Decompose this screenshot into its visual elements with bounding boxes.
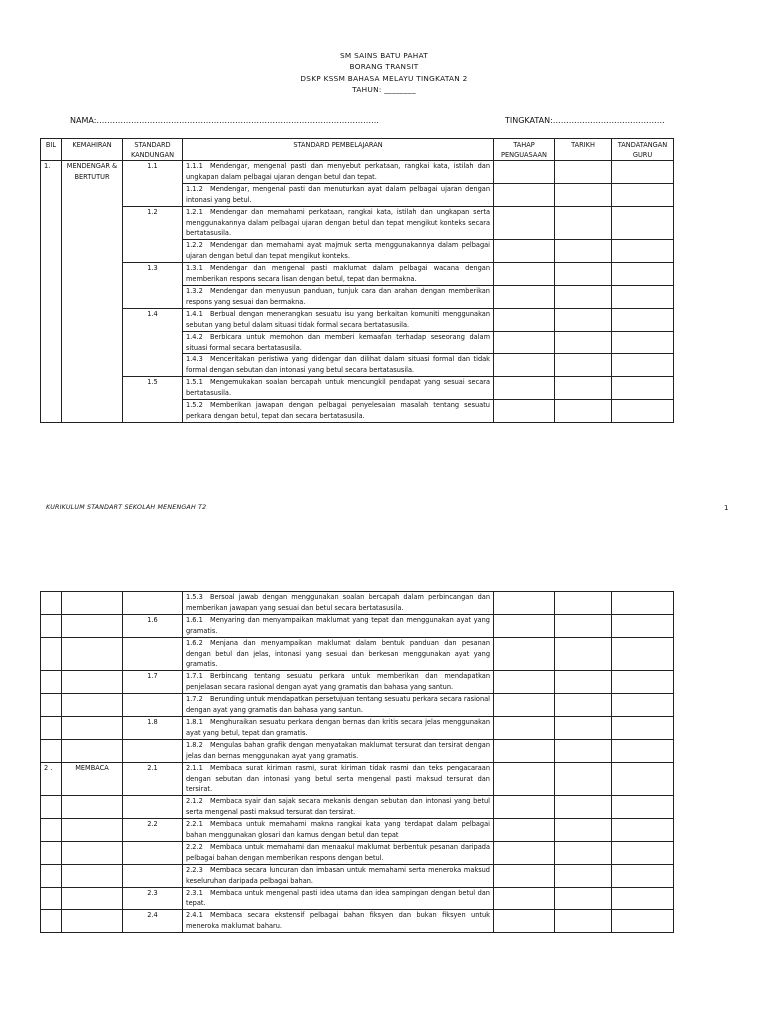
sp-code: 2.1.1 <box>186 763 203 772</box>
tarikh-cell[interactable] <box>555 161 612 184</box>
standard-pembelajaran-cell <box>183 183 494 206</box>
tandatangan-cell[interactable] <box>612 739 674 762</box>
standard-kandungan-cell: 2.2 <box>123 819 183 842</box>
standard-pembelajaran-cell <box>183 637 494 671</box>
school-name: SM SAINS BATU PAHAT <box>339 51 429 60</box>
tarikh-cell[interactable] <box>555 377 612 400</box>
tandatangan-cell[interactable] <box>612 864 674 887</box>
table-row <box>41 377 674 400</box>
tarikh-cell[interactable] <box>555 637 612 671</box>
bil-cell <box>41 592 62 615</box>
standard-kandungan-cell <box>123 796 183 819</box>
tahap-penguasaan-cell[interactable] <box>494 354 555 377</box>
sp-code: 2.2.2 <box>186 842 203 851</box>
tandatangan-cell[interactable] <box>612 354 674 377</box>
sp-code: 1.1.1 <box>186 162 203 170</box>
bil-cell: 2 . <box>41 762 62 796</box>
tahap-penguasaan-cell[interactable] <box>494 331 555 354</box>
bil-cell <box>41 841 62 864</box>
sp-text: Mendengar dan memahami perkataan, rangkai kata, istilah dan ungkapan serta menggunakannya dalam pelbagai ujaran dengan betul dan tepat mengikut konteks secara bertatasusila. <box>186 207 490 238</box>
tahap-penguasaan-cell[interactable] <box>494 285 555 308</box>
sp-code: 1.4.2 <box>186 332 203 341</box>
standard-pembelajaran-cell <box>183 240 494 263</box>
sp-code: 2.2.1 <box>186 820 203 829</box>
sp-text: Mendengar dan mengenal pasti maklumat dalam pelbagai wacana dengan memberikan respons secara lisan dengan betul, tepat dan bermakna. <box>186 264 490 284</box>
sp-text: Menceritakan peristiwa yang didengar dan dilihat dalam situasi formal dan tidak formal dengan sebutan dan intonasi yang betul secara bertatasusila. <box>186 355 490 375</box>
table-row <box>41 762 674 796</box>
standard-kandungan-cell: 1.6 <box>123 614 183 637</box>
column-header-standard-kandungan: STANDARD KANDUNGAN <box>123 139 183 161</box>
column-header-tarikh: TARIKH <box>555 139 612 161</box>
tandatangan-cell[interactable] <box>612 377 674 400</box>
sp-text: Mendengar dan memahami ayat majmuk serta menggunakannya dalam pelbagai ujaran dengan betul dan tepat mengikut konteks. <box>186 241 490 261</box>
standard-kandungan-cell: 2.3 <box>123 887 183 910</box>
standard-pembelajaran-cell <box>183 887 494 910</box>
tarikh-cell[interactable] <box>555 592 612 615</box>
column-header-tahap-penguasaan: TAHAP PENGUASAAN <box>494 139 555 161</box>
table-row <box>41 592 674 615</box>
standard-pembelajaran-cell <box>183 864 494 887</box>
tahap-penguasaan-cell[interactable] <box>494 739 555 762</box>
kemahiran-cell <box>62 637 123 671</box>
tandatangan-cell[interactable] <box>612 263 674 286</box>
tarikh-cell[interactable] <box>555 263 612 286</box>
table-row <box>41 819 674 842</box>
kemahiran-cell <box>62 796 123 819</box>
column-header-bil: BIL <box>41 139 62 161</box>
table-row <box>41 263 674 286</box>
tahap-penguasaan-cell[interactable] <box>494 377 555 400</box>
table-row <box>41 887 674 910</box>
standard-kandungan-cell <box>123 694 183 717</box>
tandatangan-cell[interactable] <box>612 819 674 842</box>
bil-cell <box>41 614 62 637</box>
kemahiran-cell <box>62 614 123 637</box>
footer-text: KURIKULUM STANDART SEKOLAH MENENGAH T2 <box>46 504 207 511</box>
table-row <box>41 161 674 184</box>
standard-kandungan-cell: 1.8 <box>123 716 183 739</box>
sp-code: 1.8.2 <box>186 740 203 749</box>
tarikh-cell[interactable] <box>555 716 612 739</box>
sp-text: Membaca secara ekstensif pelbagai bahan fiksyen dan bukan fiksyen untuk meneroka maklumat baharu. <box>186 911 490 931</box>
tandatangan-cell[interactable] <box>612 762 674 796</box>
standard-pembelajaran-cell <box>183 161 494 184</box>
sp-text: Mengulas bahan grafik dengan menyatakan maklumat tersurat dan tersirat dengan jelas dan bernas menggunakan ayat yang gramatis. <box>186 740 490 760</box>
tahap-penguasaan-cell[interactable] <box>494 183 555 206</box>
name-field[interactable]: NAMA:……………………………………………………………………………………………. <box>70 116 379 125</box>
page-2 <box>0 540 768 1024</box>
standard-pembelajaran-cell <box>183 308 494 331</box>
sp-text: Membaca secara luncuran dan imbasan untuk memahami serta meneroka maksud keseluruhan daripada pelbagai bahan. <box>186 865 490 885</box>
sp-code: 1.1.2 <box>186 184 203 193</box>
standard-pembelajaran-cell <box>183 716 494 739</box>
table-row <box>41 796 674 819</box>
standard-kandungan-cell: 1.2 <box>123 206 183 263</box>
tahap-penguasaan-cell[interactable] <box>494 206 555 240</box>
tarikh-cell[interactable] <box>555 887 612 910</box>
tarikh-cell[interactable] <box>555 308 612 331</box>
sp-text: Berunding untuk mendapatkan persetujuan tentang sesuatu perkara secara rasional dengan ayat yang gramatis dan bahasa yang santun. <box>186 695 490 715</box>
tarikh-cell[interactable] <box>555 819 612 842</box>
tandatangan-cell[interactable] <box>612 400 674 423</box>
standard-kandungan-cell: 1.1 <box>123 161 183 207</box>
sp-code: 1.4.1 <box>186 309 203 318</box>
sp-text: Berbincang tentang sesuatu perkara untuk memberikan dan mendapatkan penjelasan secara rasional dengan ayat yang gramatis dan bahasa yang santun. <box>186 672 490 692</box>
tarikh-cell[interactable] <box>555 183 612 206</box>
sp-text: Menjana dan menyampaikan maklumat dalam bentuk panduan dan pesanan dengan betul dan jelas, intonasi yang sesuai dan berkesan menggunakan ayat yang gramatis. <box>186 638 490 669</box>
standard-pembelajaran-cell <box>183 206 494 240</box>
standard-pembelajaran-cell <box>183 592 494 615</box>
tahap-penguasaan-cell[interactable] <box>494 240 555 263</box>
standard-pembelajaran-cell <box>183 739 494 762</box>
bil-cell <box>41 910 62 933</box>
standard-pembelajaran-cell <box>183 377 494 400</box>
sp-code: 1.2.1 <box>186 207 203 216</box>
standard-kandungan-cell: 1.3 <box>123 263 183 309</box>
standard-kandungan-cell: 2.4 <box>123 910 183 933</box>
sp-code: 1.5.3 <box>186 593 203 601</box>
standard-kandungan-cell <box>123 841 183 864</box>
kemahiran-cell <box>62 910 123 933</box>
tahap-penguasaan-cell[interactable] <box>494 592 555 615</box>
sp-text: Membaca untuk memahami makna rangkai kata yang terdapat dalam pelbagai bahan menggunakan glosari dan kamus dengan betul dan tepat <box>186 820 490 840</box>
tandatangan-cell[interactable] <box>612 694 674 717</box>
tandatangan-cell[interactable] <box>612 240 674 263</box>
kemahiran-cell <box>62 887 123 910</box>
tahap-penguasaan-cell[interactable] <box>494 400 555 423</box>
standard-pembelajaran-cell <box>183 354 494 377</box>
table-row <box>41 671 674 694</box>
standard-pembelajaran-cell <box>183 796 494 819</box>
tahap-penguasaan-cell[interactable] <box>494 716 555 739</box>
standard-pembelajaran-cell <box>183 694 494 717</box>
sp-text: Mendengar, mengenal pasti dan menyebut perkataan, rangkai kata, istilah dan ungkapan dalam pelbagai ujaran dengan betul dan tepat. <box>186 162 490 181</box>
sp-code: 1.5.2 <box>186 401 203 410</box>
standard-pembelajaran-cell <box>183 400 494 423</box>
bil-cell <box>41 739 62 762</box>
standard-pembelajaran-cell <box>183 263 494 286</box>
tarikh-cell[interactable] <box>555 331 612 354</box>
kemahiran-cell <box>62 592 123 615</box>
tandatangan-cell[interactable] <box>612 161 674 184</box>
table-row <box>41 716 674 739</box>
tandatangan-cell[interactable] <box>612 285 674 308</box>
sp-text: Mengemukakan soalan bercapah untuk mencungkil pendapat yang sesuai secara bertatasusila. <box>186 378 490 398</box>
column-header-standard-pembelajaran: STANDARD PEMBELAJARAN <box>183 139 494 161</box>
table-row <box>41 614 674 637</box>
standard-kandungan-cell <box>123 637 183 671</box>
tahap-penguasaan-cell[interactable] <box>494 637 555 671</box>
tandatangan-cell[interactable] <box>612 637 674 671</box>
table-row <box>41 910 674 933</box>
tarikh-cell[interactable] <box>555 694 612 717</box>
sp-code: 1.8.1 <box>186 717 203 726</box>
page-number: 1 <box>724 504 729 512</box>
sp-text: Menyaring dan menyampaikan maklumat yang tepat dan menggunakan ayat yang gramatis. <box>186 615 490 635</box>
tandatangan-cell[interactable] <box>612 671 674 694</box>
tahap-penguasaan-cell[interactable] <box>494 819 555 842</box>
tahap-penguasaan-cell[interactable] <box>494 694 555 717</box>
bil-cell <box>41 819 62 842</box>
tahap-penguasaan-cell[interactable] <box>494 841 555 864</box>
sp-code: 2.2.3 <box>186 865 203 874</box>
bil-cell <box>41 796 62 819</box>
document-header <box>0 50 768 96</box>
tahap-penguasaan-cell[interactable] <box>494 614 555 637</box>
bil-cell: 1. <box>41 161 62 423</box>
sp-text: Membaca syair dan sajak secara mekanis dengan sebutan dan intonasi yang betul serta mengenal pasti maksud tersurat dan tersirat. <box>186 797 490 817</box>
table-row <box>41 739 674 762</box>
sp-code: 2.3.1 <box>186 888 203 897</box>
tahap-penguasaan-cell[interactable] <box>494 671 555 694</box>
column-header-tandatangan-guru: TANDATANGAN GURU <box>612 139 674 161</box>
standard-kandungan-cell: 1.7 <box>123 671 183 694</box>
kemahiran-cell <box>62 841 123 864</box>
sp-text: Membaca untuk memahami dan menaakul maklumat berbentuk pesanan daripada pelbagai bahan dengan memberikan respons dengan betul. <box>186 842 490 862</box>
sp-code: 1.5.1 <box>186 378 203 387</box>
tahap-penguasaan-cell[interactable] <box>494 864 555 887</box>
standard-pembelajaran-cell <box>183 762 494 796</box>
tarikh-cell[interactable] <box>555 400 612 423</box>
sp-code: 2.4.1 <box>186 911 203 920</box>
tahap-penguasaan-cell[interactable] <box>494 308 555 331</box>
kemahiran-cell <box>62 716 123 739</box>
bil-cell <box>41 716 62 739</box>
column-header-kemahiran: KEMAHIRAN <box>62 139 123 161</box>
sp-code: 1.6.2 <box>186 638 203 647</box>
tandatangan-cell[interactable] <box>612 206 674 240</box>
standard-pembelajaran-cell <box>183 614 494 637</box>
sp-text: Berbual dengan menerangkan sesuatu isu yang berkaitan komuniti menggunakan sebutan yang betul dalam situasi tidak formal secara bertatasusila. <box>186 309 490 329</box>
sp-code: 1.3.2 <box>186 286 203 295</box>
standard-pembelajaran-cell <box>183 331 494 354</box>
class-field[interactable]: TINGKATAN:…………………………………… <box>505 116 665 125</box>
tarikh-cell[interactable] <box>555 354 612 377</box>
tandatangan-cell[interactable] <box>612 592 674 615</box>
tandatangan-cell[interactable] <box>612 308 674 331</box>
form-title: BORANG TRANSIT <box>349 62 419 72</box>
kemahiran-cell: MENDENGAR & BERTUTUR <box>62 161 123 423</box>
sp-code: 1.2.2 <box>186 241 203 250</box>
sp-code: 1.4.3 <box>186 355 203 364</box>
tarikh-cell[interactable] <box>555 614 612 637</box>
tahap-penguasaan-cell[interactable] <box>494 161 555 184</box>
standard-pembelajaran-cell <box>183 841 494 864</box>
year-field: TAHUN: ________ <box>352 85 416 95</box>
sp-code: 1.6.1 <box>186 615 203 624</box>
tahap-penguasaan-cell[interactable] <box>494 762 555 796</box>
table-header-row <box>41 139 674 161</box>
tandatangan-cell[interactable] <box>612 614 674 637</box>
tandatangan-cell[interactable] <box>612 716 674 739</box>
bil-cell <box>41 864 62 887</box>
tarikh-cell[interactable] <box>555 739 612 762</box>
tahap-penguasaan-cell[interactable] <box>494 910 555 933</box>
standard-kandungan-cell <box>123 592 183 615</box>
dskp-table-page-2 <box>40 591 674 933</box>
table-row <box>41 637 674 671</box>
tarikh-cell[interactable] <box>555 796 612 819</box>
tarikh-cell[interactable] <box>555 206 612 240</box>
kemahiran-cell <box>62 739 123 762</box>
sp-text: Memberikan jawapan dengan pelbagai penyelesaian masalah tentang sesuatu perkara dengan betul, tepat dan secara bertatasusila. <box>186 401 490 420</box>
dskp-table-page-1 <box>40 138 674 423</box>
bil-cell <box>41 694 62 717</box>
sp-text: Mendengar dan menyusun panduan, tunjuk cara dan arahan dengan memberikan respons yang sesuai dan bermakna. <box>186 286 490 306</box>
sp-code: 2.1.2 <box>186 797 203 806</box>
sp-text: Menghuraikan sesuatu perkara dengan bernas dan kritis secara jelas menggunakan ayat yang betul, tepat dan gramatis. <box>186 717 490 737</box>
tandatangan-cell[interactable] <box>612 331 674 354</box>
sp-code: 1.7.1 <box>186 672 203 681</box>
standard-kandungan-cell: 2.1 <box>123 762 183 796</box>
table-row <box>41 308 674 331</box>
table-row <box>41 864 674 887</box>
tahap-penguasaan-cell[interactable] <box>494 796 555 819</box>
tandatangan-cell[interactable] <box>612 796 674 819</box>
kemahiran-cell <box>62 864 123 887</box>
tarikh-cell[interactable] <box>555 841 612 864</box>
tarikh-cell[interactable] <box>555 864 612 887</box>
sp-text: Bersoal jawab dengan menggunakan soalan bercapah dalam perbincangan dan memberikan jawapan yang sesuai dan betul secara bertatasusila. <box>186 593 490 612</box>
tarikh-cell[interactable] <box>555 240 612 263</box>
table-row <box>41 694 674 717</box>
tahap-penguasaan-cell[interactable] <box>494 887 555 910</box>
standard-pembelajaran-cell <box>183 910 494 933</box>
standard-pembelajaran-cell <box>183 671 494 694</box>
standard-kandungan-cell: 1.5 <box>123 377 183 423</box>
bil-cell <box>41 671 62 694</box>
tahap-penguasaan-cell[interactable] <box>494 263 555 286</box>
standard-kandungan-cell <box>123 739 183 762</box>
standard-kandungan-cell <box>123 864 183 887</box>
standard-pembelajaran-cell <box>183 285 494 308</box>
tarikh-cell[interactable] <box>555 671 612 694</box>
sp-code: 1.7.2 <box>186 695 203 704</box>
standard-kandungan-cell: 1.4 <box>123 308 183 376</box>
standard-pembelajaran-cell <box>183 819 494 842</box>
table-row <box>41 841 674 864</box>
subject-title: DSKP KSSM BAHASA MELAYU TINGKATAN 2 <box>300 73 468 83</box>
tarikh-cell[interactable] <box>555 762 612 796</box>
sp-text: Membaca untuk mengenal pasti idea utama dan idea sampingan dengan betul dan tepat. <box>186 888 490 908</box>
sp-text: Mendengar, mengenal pasti dan menuturkan ayat dalam pelbagai ujaran dengan intonasi yang betul. <box>186 184 490 204</box>
sp-code: 1.3.1 <box>186 264 203 273</box>
bil-cell <box>41 637 62 671</box>
tandatangan-cell[interactable] <box>612 910 674 933</box>
kemahiran-cell: MEMBACA <box>62 762 123 796</box>
sp-text: Berbicara untuk memohon dan memberi kemaafan terhadap seseorang dalam situasi formal secara bertatasusila. <box>186 332 490 352</box>
kemahiran-cell <box>62 671 123 694</box>
table-row <box>41 206 674 240</box>
tandatangan-cell[interactable] <box>612 887 674 910</box>
tarikh-cell[interactable] <box>555 285 612 308</box>
kemahiran-cell <box>62 694 123 717</box>
tandatangan-cell[interactable] <box>612 841 674 864</box>
tandatangan-cell[interactable] <box>612 183 674 206</box>
sp-text: Membaca surat kiriman rasmi, surat kiriman tidak rasmi dan teks pengacaraan dengan sebutan dan intonasi yang betul serta mengenal pasti maksud tersurat dan tersirat. <box>186 763 490 794</box>
kemahiran-cell <box>62 819 123 842</box>
tarikh-cell[interactable] <box>555 910 612 933</box>
bil-cell <box>41 887 62 910</box>
